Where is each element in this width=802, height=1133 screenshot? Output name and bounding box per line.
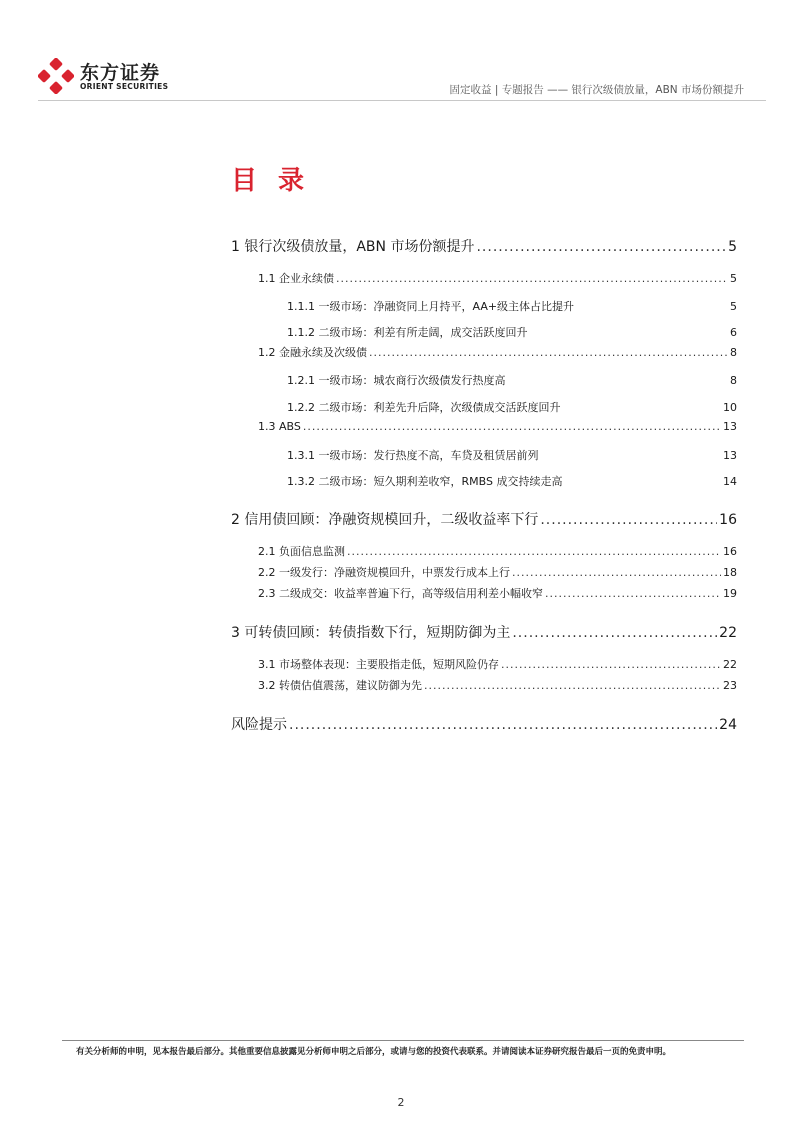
toc-entry[interactable] [258, 543, 737, 559]
logo-name-cn: 东方证券 [80, 62, 161, 84]
toc-entry-page: 8 [730, 374, 737, 387]
toc-entry-label: 3.2 转债估值震荡，建议防御为先 [258, 679, 422, 692]
toc-entry[interactable] [258, 420, 737, 433]
toc-entry-page: 13 [723, 420, 737, 433]
toc-entry-label: 1.2.2 二级市场：利差先升后降，次级债成交活跃度回升 [287, 401, 561, 414]
orient-logo-icon [38, 58, 74, 94]
toc-entry-page: 13 [723, 449, 737, 462]
toc-entry-page: 24 [719, 717, 737, 733]
toc-entry[interactable] [287, 473, 737, 489]
toc-entry-label: 1 银行次级债放量，ABN 市场份额提升 [231, 239, 475, 255]
logo-name-en: ORIENT SECURITIES [80, 82, 169, 91]
toc-entry[interactable] [258, 677, 737, 693]
toc-entry-page: 18 [723, 566, 737, 579]
toc-entry-label: 2.3 二级成交：收益率普遍下行，高等级信用利差小幅收窄 [258, 587, 543, 600]
toc-entry[interactable] [258, 270, 737, 286]
toc-entry-page: 16 [719, 512, 737, 528]
toc-entry-label: 1.2 金融永续及次级债 [258, 346, 367, 359]
toc-entry-page: 23 [723, 679, 737, 692]
toc-title: 目 录 [231, 166, 311, 196]
toc-entry[interactable] [287, 447, 737, 463]
toc-entry[interactable] [258, 585, 737, 601]
toc-entry-label: 2.1 负面信息监测 [258, 545, 345, 558]
toc-entry[interactable] [287, 399, 737, 415]
toc-entry-page: 5 [728, 239, 737, 255]
toc-entry-page: 10 [723, 401, 737, 414]
report-header: 固定收益 | 专题报告 —— 银行次级债放量，ABN 市场份额提升 [449, 84, 744, 96]
toc-entry-page: 14 [723, 475, 737, 488]
toc-entry-label: 1.2.1 一级市场：城农商行次级债发行热度高 [287, 374, 506, 387]
toc-entry[interactable] [287, 324, 737, 340]
toc-entry-page: 6 [730, 326, 737, 339]
toc-entry[interactable] [258, 344, 737, 360]
toc-entry-page: 22 [723, 658, 737, 671]
toc-entry-label: 2.2 一级发行：净融资规模回升，中票发行成本上行 [258, 566, 510, 579]
page-number: 2 [397, 1096, 405, 1109]
toc-entry[interactable] [258, 564, 737, 580]
footer-disclaimer: 有关分析师的申明，见本报告最后部分。其他重要信息披露见分析师申明之后部分，或请与您的投资代表联系。并请阅读本证券研究报告最后一页的免责申明。 [76, 1047, 672, 1057]
toc-entry[interactable] [231, 622, 737, 642]
toc-entry-page: 16 [723, 545, 737, 558]
toc-entry[interactable] [287, 372, 737, 388]
footer-divider [62, 1040, 744, 1041]
toc-entry-label: 1.1.2 二级市场：利差有所走阔，成交活跃度回升 [287, 326, 528, 339]
toc-entry-label: 1.1.1 一级市场：净融资同上月持平，AA+级主体占比提升 [287, 300, 575, 313]
toc-entry-page: 5 [730, 300, 737, 313]
toc-entry-page: 8 [730, 346, 737, 359]
toc-entry-label: 3 可转债回顾：转债指数下行，短期防御为主 [231, 625, 511, 641]
toc-entry-page: 22 [719, 625, 737, 641]
toc-entry[interactable] [287, 298, 737, 314]
toc-entry-page: 5 [730, 272, 737, 285]
toc-entry[interactable] [231, 509, 737, 529]
toc-entry-label: 1.3.1 一级市场：发行热度不高，车贷及租赁居前列 [287, 449, 539, 462]
toc-entry[interactable] [258, 656, 737, 672]
toc-entry-label: 1.3.2 二级市场：短久期利差收窄，RMBS 成交持续走高 [287, 475, 563, 488]
toc-entry-page: 19 [723, 587, 737, 600]
toc-entry-label: 2 信用债回顾：净融资规模回升，二级收益率下行 [231, 512, 539, 528]
toc-entry-label: 风险提示 [231, 717, 287, 733]
toc-entry-label: 1.1 企业永续债 [258, 272, 334, 285]
toc-entry[interactable] [231, 714, 737, 734]
toc-entry-label: 1.3 ABS [258, 420, 301, 433]
company-logo [38, 56, 178, 96]
toc-entry[interactable] [231, 236, 737, 256]
toc-entry-label: 3.1 市场整体表现：主要股指走低，短期风险仍存 [258, 658, 499, 671]
header-divider [38, 100, 766, 101]
